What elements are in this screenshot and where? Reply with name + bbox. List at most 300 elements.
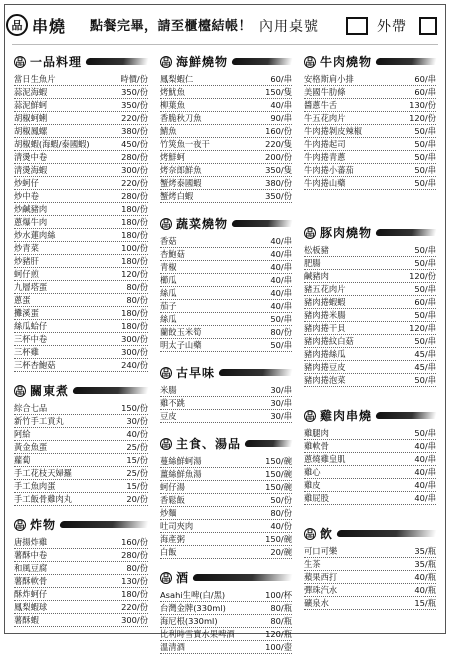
item-name: 杏鮑菇 [160,249,185,259]
item-price: 35/瓶 [414,559,436,569]
item-price: 50/串 [414,258,436,268]
menu-item [160,339,292,352]
menu-item [160,177,292,190]
menu-item [304,335,436,348]
item-price: 50/串 [414,126,436,136]
item-price: 25/份 [126,442,148,452]
item-price: 60/串 [414,87,436,97]
menu-item [160,589,292,602]
item-name: 礦泉水 [304,598,329,608]
menu-item [14,428,148,441]
menu-item [160,313,292,326]
item-price: 15/瓶 [414,598,436,608]
menu-item [160,468,292,481]
item-name: 可口可樂 [304,546,338,556]
menu-item [304,125,436,138]
item-price: 20/碗 [270,547,292,557]
logo-icon: 品 [6,14,28,36]
item-price: 220/份 [121,113,148,123]
section-header [160,53,292,70]
item-price: 50/串 [414,152,436,162]
menu-item [160,274,292,287]
item-name: 蘭餃玉米筍 [160,327,202,337]
item-name: 米腸 [160,385,177,395]
item-price: 50/串 [414,178,436,188]
item-name: 蚵仔煎 [14,269,39,279]
item-price: 45/串 [414,349,436,359]
menu-item [304,164,436,177]
menu-item [14,190,148,203]
section-staple [160,435,292,559]
menu-item [304,309,436,322]
menu-item [160,287,292,300]
menu-item [160,125,292,138]
item-name: 薯酥軟骨 [14,576,48,586]
item-price: 80/瓶 [270,603,292,613]
item-price: 40/串 [414,467,436,477]
item-name: 香鬆飯 [160,495,185,505]
item-name: 胡椒蝦(海蝦/泰國蝦) [14,139,90,149]
brush-stroke [231,220,292,227]
item-price: 180/份 [121,230,148,240]
item-name: 炒青菜 [14,243,39,253]
menu-item [160,112,292,125]
item-price: 40/瓶 [414,572,436,582]
section-header [304,224,436,241]
item-price: 380/份 [121,126,148,136]
item-price: 45/串 [414,362,436,372]
menu-item [14,562,148,575]
menu-item [304,270,436,283]
item-name: 雞屁股 [304,493,329,503]
item-name: 薯酥蝦 [14,615,39,625]
section-logo-icon: 品 [304,528,316,540]
brush-stroke [72,387,148,394]
menu-item [304,138,436,151]
item-name: 手工飯骨雞肉丸 [14,494,73,504]
menu-item [14,125,148,138]
menu-item [14,346,148,359]
menu-item [14,138,148,151]
menu-item [14,480,148,493]
menu-item [14,99,148,112]
menu-item [14,536,148,549]
item-name: 炒鹹豬肉 [14,204,48,214]
item-name: 豬五花肉片 [304,284,346,294]
menu-item [14,320,148,333]
section-logo-icon: 品 [160,438,172,450]
item-price: 50/串 [414,336,436,346]
item-name: 豬肉捲蝦蝦 [304,297,346,307]
item-name: 阿給 [14,429,31,439]
menu-item [160,641,292,654]
item-name: 茄子 [160,301,177,311]
item-name: 蔥蛋 [14,295,31,305]
item-name: 美國牛肋條 [304,87,346,97]
item-price: 60/串 [414,74,436,84]
section-logo-icon: 品 [160,56,172,68]
item-name: 蔓絲鮮蚵湯 [160,456,202,466]
item-name: 雞腿肉 [304,428,329,438]
menu-item [14,229,148,242]
item-price: 180/份 [121,321,148,331]
menu-item [14,454,148,467]
item-name: 牛肉捲剝皮辣椒 [304,126,363,136]
item-price: 160/份 [121,537,148,547]
item-name: 鹹豬肉 [304,271,329,281]
item-name: 牛肉捲青蔥 [304,152,346,162]
menu-item [160,235,292,248]
menu-item [304,440,436,453]
item-name: 三杯中卷 [14,334,48,344]
menu-item [160,151,292,164]
menu-item [14,203,148,216]
brush-stroke [59,521,148,528]
item-name: 彈珠汽水 [304,585,338,595]
item-price: 25/份 [126,468,148,478]
item-price: 50/份 [270,495,292,505]
item-price: 350/份 [121,87,148,97]
menu-item [14,151,148,164]
menu-item [160,615,292,628]
item-price: 40/串 [270,236,292,246]
item-name: 胡椒鳳螺 [14,126,48,136]
item-name: 牛肉捲小蕃茄 [304,165,354,175]
item-price: 40/份 [270,521,292,531]
menu-item [160,326,292,339]
table-number-box[interactable] [346,17,368,35]
menu-item [14,441,148,454]
item-price: 50/串 [414,284,436,294]
item-name: 九層塔蛋 [14,282,48,292]
menu-item [304,584,436,597]
item-name: 台灣金牌(330ml) [160,603,226,613]
item-price: 80/份 [126,295,148,305]
menu-item [14,86,148,99]
item-name: 當日生魚片 [14,74,56,84]
section-title: 豚肉燒物 [320,226,373,240]
menu-item [160,494,292,507]
item-name: 烤魷魚 [160,87,185,97]
item-price: 40/串 [270,100,292,110]
item-price: 150/碗 [265,469,292,479]
item-name: 豬肉捲紋白菇 [304,336,354,346]
menu-item [14,242,148,255]
item-name: 清燙中卷 [14,152,48,162]
item-price: 380/份 [265,178,292,188]
item-price: 40/串 [270,288,292,298]
item-name: 蘋果西打 [304,572,338,582]
menu-item [14,268,148,281]
item-price: 120/串 [409,323,436,333]
item-price: 40/串 [414,480,436,490]
section-header [304,407,436,424]
item-price: 40/串 [270,249,292,259]
menu-item [304,374,436,387]
menu-item [304,244,436,257]
item-name: 安格斯肩小排 [304,74,354,84]
item-price: 300/份 [121,165,148,175]
menu-item [304,322,436,335]
section-title: 關東煮 [30,384,70,398]
item-name: 酥炸蚵仔 [14,589,48,599]
item-name: 炒豬肝 [14,256,39,266]
item-price: 50/串 [414,245,436,255]
section-title: 飲 [320,527,334,541]
menu-item [14,549,148,562]
section-fried-rice [14,53,148,372]
section-drinks [304,525,436,610]
item-price: 120/份 [409,113,436,123]
item-price: 100/杯 [265,590,292,600]
item-name: 烤奈郎鮮魚 [160,165,202,175]
item-price: 280/份 [121,550,148,560]
menu-item [160,86,292,99]
item-name: 牛五花肉片 [304,113,346,123]
item-price: 40/串 [270,275,292,285]
menu-item [14,359,148,372]
menu-item [304,466,436,479]
item-name: 黃金魚蛋 [14,442,48,452]
item-price: 50/串 [414,428,436,438]
section-header [14,516,148,533]
item-price: 120/份 [409,271,436,281]
item-name: 豬肉捲絲瓜 [304,349,346,359]
menu-column-2 [160,48,292,654]
item-price: 80/份 [270,508,292,518]
menu-item [14,333,148,346]
item-name: 雞不跳 [160,398,185,408]
menu-item [304,348,436,361]
section-logo-icon: 品 [14,385,26,397]
menu-item [304,283,436,296]
menu-item [14,467,148,480]
item-name: 薯酥中卷 [14,550,48,560]
item-price: 40/串 [414,493,436,503]
item-name: 比利時雪寶水果啤酒 [160,629,235,639]
item-name: 絲瓜 [160,314,177,324]
item-name: 炒中卷 [14,191,39,201]
item-name: 松板豬 [304,245,329,255]
item-price: 150/碗 [265,456,292,466]
menu-item [14,575,148,588]
section-logo-icon: 品 [160,218,172,230]
menu-item [160,73,292,86]
item-name: 三杯杏鮑菇 [14,360,56,370]
item-price: 100/份 [121,243,148,253]
menu-item [160,261,292,274]
item-price: 80/瓶 [270,616,292,626]
item-price: 60/串 [270,74,292,84]
menu-header [6,8,446,48]
item-name: 竹筴魚一夜干 [160,139,210,149]
item-name: 肥腸 [304,258,321,268]
brush-stroke [375,58,436,65]
menu-item [160,533,292,546]
item-price: 150/份 [121,403,148,413]
section-title: 蔬菜燒物 [176,217,229,231]
item-price: 130/份 [121,576,148,586]
item-price: 160/份 [265,126,292,136]
menu-item [304,558,436,571]
item-name: 吐司夾肉 [160,521,194,531]
item-name: 薑絲鮮魚湯 [160,469,202,479]
item-price: 150/碗 [265,482,292,492]
item-name: 蘿蔔 [14,455,31,465]
order-notice: 點餐完畢，請至櫃檯結帳！ [90,19,253,34]
menu-item [160,164,292,177]
item-price: 350/隻 [265,165,292,175]
section-header [160,435,292,452]
header-divider [12,44,438,45]
menu-item [160,455,292,468]
menu-item [304,571,436,584]
menu-item [14,216,148,229]
brush-stroke [375,229,436,236]
item-name: 三杯雞 [14,347,39,357]
item-price: 時價/份 [120,74,148,84]
item-name: 生茶 [304,559,321,569]
menu-item [14,164,148,177]
menu-item [160,397,292,410]
item-name: 蟹烤泰國蝦 [160,178,202,188]
item-name: 唐揚炸雞 [14,537,48,547]
item-price: 80/份 [270,327,292,337]
item-name: 絲瓜 [160,288,177,298]
item-price: 50/串 [414,165,436,175]
item-name: 新竹手工貢丸 [14,416,64,426]
menu-item [304,99,436,112]
section-logo-icon: 品 [160,572,172,584]
item-name: 手工花枝天婦羅 [14,468,73,478]
brand-title: 串燒 [32,17,67,36]
item-price: 50/串 [414,310,436,320]
item-name: 鳳梨蝦仁 [160,74,194,84]
menu-item [14,588,148,601]
item-price: 280/份 [121,152,148,162]
item-name: 鯖魚 [160,126,177,136]
item-price: 150/隻 [265,87,292,97]
menu-item [304,73,436,86]
menu-item [160,628,292,641]
item-price: 40/串 [270,301,292,311]
item-price: 180/份 [121,217,148,227]
item-name: 海產粥 [160,534,185,544]
section-header [14,382,148,399]
item-price: 30/份 [126,416,148,426]
section-classic [160,364,292,423]
item-price: 90/串 [270,113,292,123]
menu-item [160,300,292,313]
section-title: 雞肉串燒 [320,409,373,423]
menu-item [160,248,292,261]
item-name: 牛肉捲山藥 [304,178,346,188]
brush-stroke [231,58,292,65]
section-logo-icon: 品 [14,519,26,531]
menu-item [160,520,292,533]
item-name: 明太子山藥 [160,340,202,350]
menu-item [14,112,148,125]
menu-item [14,614,148,627]
item-price: 240/份 [121,360,148,370]
takeout-checkbox[interactable] [419,17,437,35]
section-fried [14,516,148,627]
item-price: 40/瓶 [414,585,436,595]
item-price: 350/份 [265,191,292,201]
section-logo-icon: 品 [14,56,26,68]
item-price: 40/份 [126,429,148,439]
item-name: 手工魚肉蛋 [14,481,56,491]
section-pork [304,224,436,387]
menu-item [160,410,292,423]
item-name: 炒麵 [160,508,177,518]
section-veggie [160,215,292,352]
section-header [304,53,436,70]
item-name: 炒蚵仔 [14,178,39,188]
item-price: 300/份 [121,334,148,344]
section-logo-icon: 品 [304,410,316,422]
takeout-label: 外帶 [377,19,407,35]
menu-column-3 [304,48,436,610]
item-name: 豬肉捲米腸 [304,310,346,320]
brush-stroke [336,530,436,537]
section-header [160,569,292,586]
item-name: Asahi生啤(白/黑) [160,590,226,600]
item-price: 280/份 [121,191,148,201]
item-name: 蔥爆牛肉 [14,217,48,227]
brush-stroke [375,412,436,419]
item-price: 30/串 [270,411,292,421]
item-price: 180/份 [121,589,148,599]
item-price: 80/份 [126,282,148,292]
menu-item [304,453,436,466]
section-chicken [304,407,436,505]
item-price: 50/串 [414,139,436,149]
item-price: 40/串 [414,454,436,464]
section-title: 主食、湯品 [176,437,242,451]
menu-item [14,281,148,294]
item-price: 120/瓶 [265,629,292,639]
menu-item [14,493,148,506]
section-title: 古早味 [176,366,216,380]
brush-stroke [192,574,292,581]
item-price: 50/串 [270,340,292,350]
menu-item [160,481,292,494]
item-name: 白飯 [160,547,177,557]
menu-item [160,602,292,615]
item-price: 30/串 [270,385,292,395]
section-header [160,364,292,381]
item-name: 豬肉捲干貝 [304,323,346,333]
menu-item [304,361,436,374]
menu-item [14,294,148,307]
dine-in-label: 內用桌號 [259,19,319,35]
menu-column-1 [14,48,148,627]
item-name: 清燙海蝦 [14,165,48,175]
item-name: 香脆秋刀魚 [160,113,202,123]
item-price: 300/份 [121,347,148,357]
brush-stroke [85,58,148,65]
item-price: 50/串 [270,314,292,324]
section-logo-icon: 品 [160,367,172,379]
menu-item [304,257,436,270]
item-price: 30/串 [270,398,292,408]
item-name: 醬蔥牛舌 [304,100,338,110]
item-name: 蚵仔湯 [160,482,185,492]
item-name: 雞皮 [304,480,321,490]
item-name: 胡椒蚵蜊 [14,113,48,123]
menu-item [304,479,436,492]
